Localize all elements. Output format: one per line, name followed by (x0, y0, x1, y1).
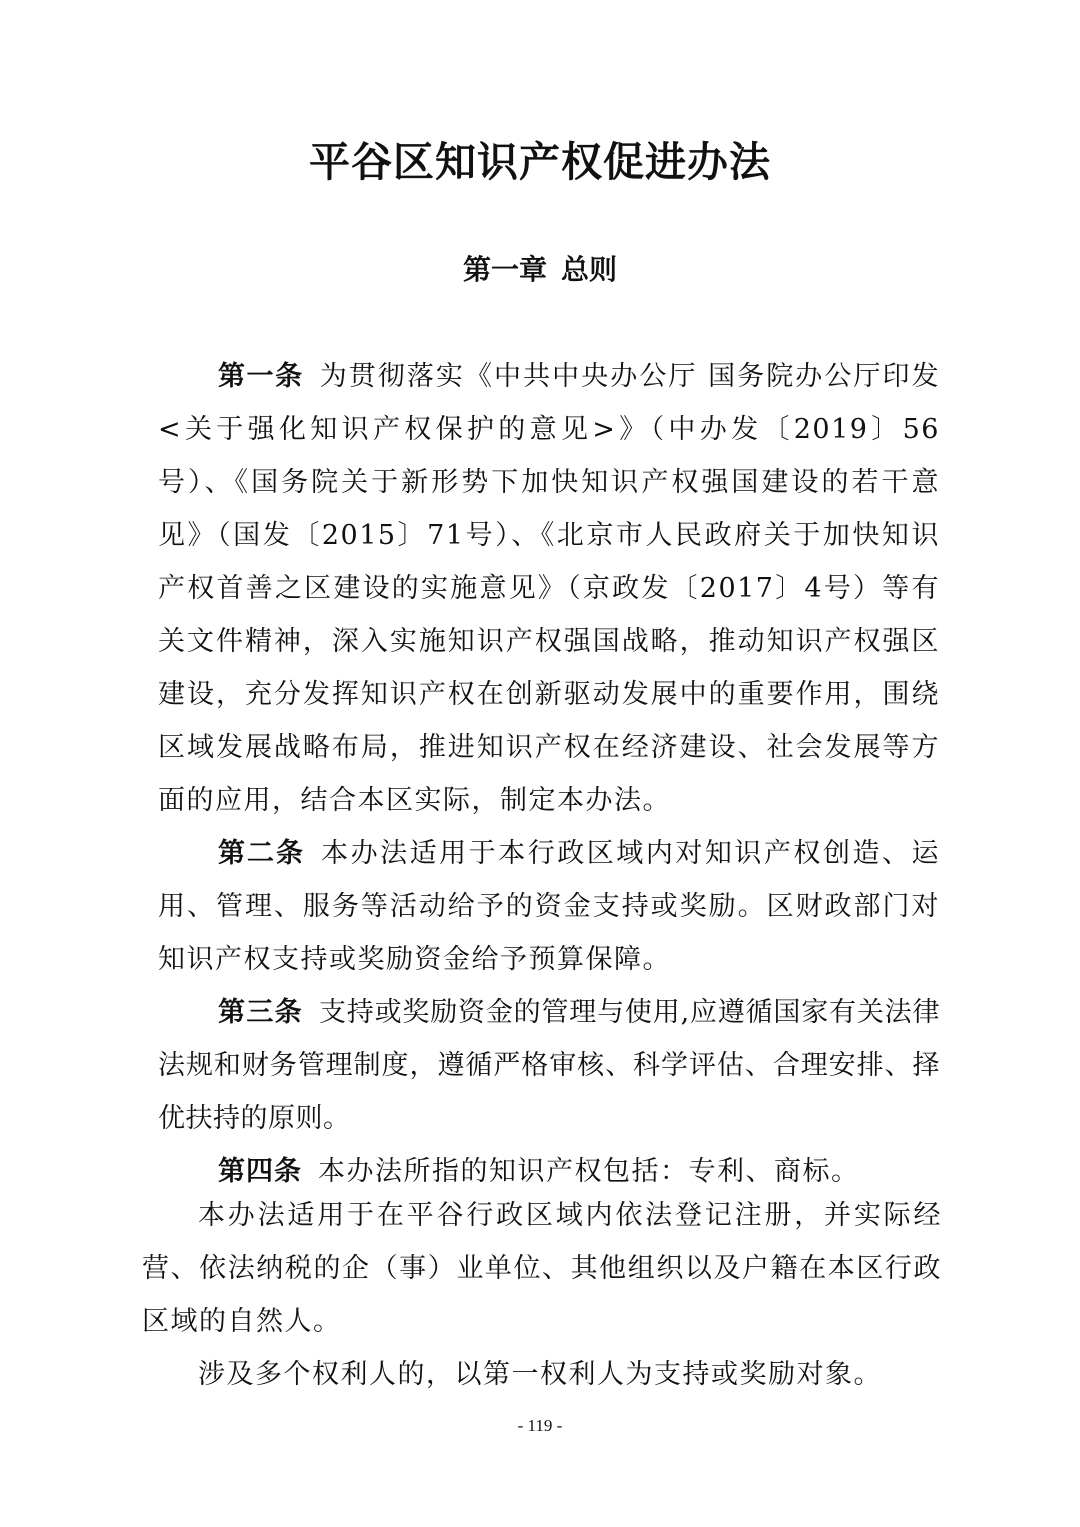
article-1 (158, 350, 940, 827)
page-number: - 119 - (517, 1416, 563, 1435)
articles-body (158, 350, 940, 1198)
document-title: 平谷区知识产权促进办法 (309, 138, 771, 186)
article-number: 第一条 (218, 361, 304, 392)
chapter-label: 第一章 (462, 253, 547, 286)
article-text: 本办法适用于本行政区域内对知识产权创造、运用、管理、服务等活动给予的资金支持或奖励。区财政部门对知识产权支持或奖励资金给予预算保障。 (158, 838, 941, 975)
extra-paragraphs (142, 1189, 942, 1401)
article-number: 第四条 (218, 1156, 302, 1187)
article-3 (158, 986, 940, 1145)
article-number: 第三条 (218, 997, 303, 1028)
article-text: 为贯彻落实《中共中央办公厅 国务院办公厅印发<关于强化知识产权保护的意见>》（中办发〔2019〕56号）、《国务院关于新形势下加快知识产权强国建设的若干意见》（国发〔2015〕71号）、《北京市人民政府关于加快知识产权首善之区建设的实施意见》（京政发〔2017〕4号）等有关文件精神，深入实施知识产权强国战略，推动知识产权强区建设，充分发挥知识产权在创新驱动发展中的重要作用，围绕区域发展战略布局，推进知识产权在经济建设、社会发展等方面的应用，结合本区实际，制定本办法。 (158, 361, 940, 816)
chapter-name: 总则 (561, 253, 618, 286)
paragraph-multiple-holders: 涉及多个权利人的，以第一权利人为支持或奖励对象。 (198, 1359, 882, 1390)
article-text: 支持或奖励资金的管理与使用,应遵循国家有关法律法规和财务管理制度，遵循严格审核、科学评估、合理安排、择优扶持的原则。 (158, 997, 940, 1134)
article-2 (158, 827, 940, 986)
chapter-heading (0, 248, 1080, 292)
article-text: 本办法所指的知识产权包括：专利、商标。 (318, 1156, 860, 1187)
paragraph-scope: 本办法适用于在平谷行政区域内依法登记注册，并实际经营、依法纳税的企（事）业单位、其他组织以及户籍在本区行政区域的自然人。 (142, 1200, 942, 1337)
article-number: 第二条 (218, 838, 306, 869)
